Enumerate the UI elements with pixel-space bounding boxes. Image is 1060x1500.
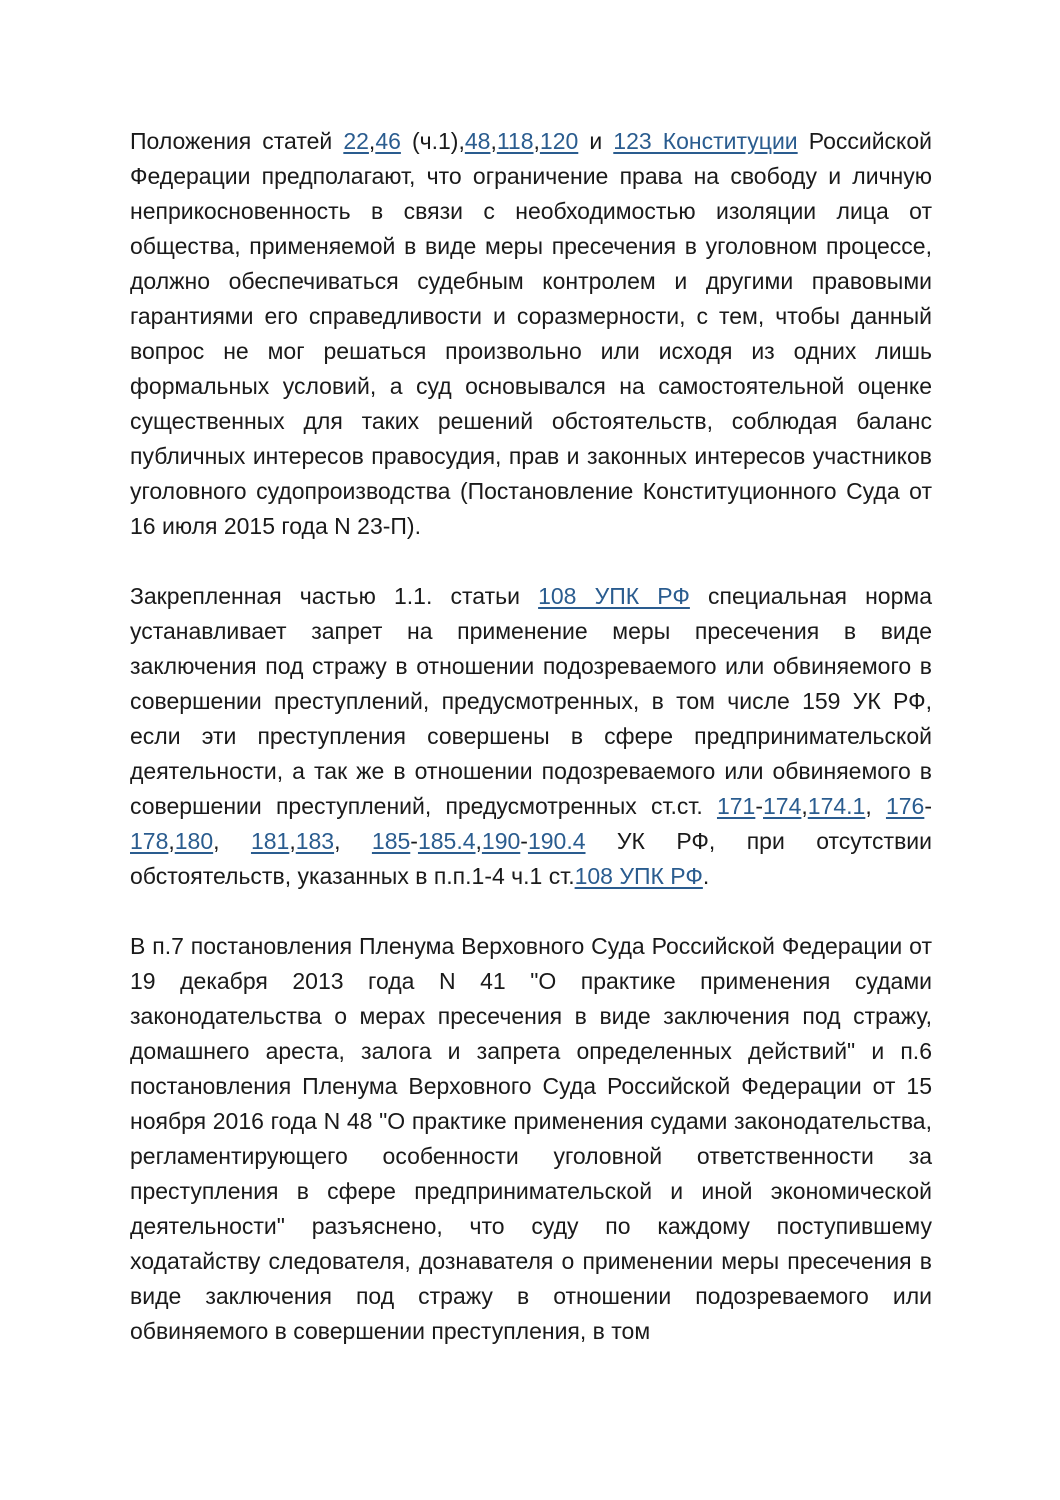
text: , xyxy=(334,828,372,854)
text: , xyxy=(801,793,808,819)
text: - xyxy=(755,793,764,819)
paragraph-upk-108 xyxy=(130,579,932,894)
link-article-22[interactable]: 22 xyxy=(343,128,369,154)
text: - xyxy=(924,793,932,819)
text: , xyxy=(865,793,886,819)
text: специальная норма устанавливает запрет на применение меры пресечения в виде заключения под стражу в отношении подозреваемого или обвиняемого в совершении преступлений, предусмотренных, в том числе 159 УК РФ, если эти преступления совершены в сфере предпринимательской деятельности, а так же в отношении подозреваемого или обвиняемого в совершении преступлений, предусмотренных ст.ст. xyxy=(130,583,932,819)
text: Закрепленная частью 1.1. статьи xyxy=(130,583,539,609)
text: , xyxy=(475,828,482,854)
paragraph-constitution xyxy=(130,124,932,544)
text: (ч.1), xyxy=(400,128,465,154)
text: , xyxy=(368,128,376,154)
text: , xyxy=(490,128,497,154)
link-article-46[interactable]: 46 xyxy=(375,128,401,154)
link-article-171[interactable]: 171 xyxy=(716,793,756,819)
link-article-185-4[interactable]: 185.4 xyxy=(417,828,476,854)
text: , xyxy=(289,828,296,854)
text: . xyxy=(702,863,710,889)
link-article-118[interactable]: 118 xyxy=(496,128,534,154)
text: и xyxy=(578,128,614,154)
link-article-190[interactable]: 190 xyxy=(481,828,521,854)
link-108-upk[interactable]: 108 УПК РФ xyxy=(538,583,690,609)
link-article-120[interactable]: 120 xyxy=(539,128,579,154)
text: Положения статей xyxy=(130,128,344,154)
link-article-185[interactable]: 185 xyxy=(371,828,411,854)
text: , xyxy=(533,128,540,154)
paragraph-plenum xyxy=(130,929,932,1349)
link-article-183[interactable]: 183 xyxy=(295,828,335,854)
link-article-174[interactable]: 174 xyxy=(763,793,802,819)
text: Российской Федерации предполагают, что ограничение права на свободу и личную неприкосновенность в связи с необходимостью изоляции лица от общества, применяемой в виде меры пресечения в уголовном процессе, должно обеспечиваться судебным контролем и другими правовыми гарантиями его справедливости и соразмерности, с тем, чтобы данный вопрос не мог решаться произвольно или исходя из одних лишь формальных условий, а суд основывался на самостоятельной оценке существенных для таких решений обстоятельств, соблюдая баланс публичных интересов правосудия, прав и законных интересов участников уголовного судопроизводства (Постановление Конституционного Суда от 16 июля 2015 года N 23-П). xyxy=(130,128,933,539)
text: УК РФ, при отсутствии обстоятельств, указанных в п.п.1-4 ч.1 ст. xyxy=(130,828,933,889)
link-article-178[interactable]: 178 xyxy=(130,828,169,854)
link-article-180[interactable]: 180 xyxy=(174,828,214,854)
text: - xyxy=(410,828,418,854)
link-108-upk-second[interactable]: 108 УПК РФ xyxy=(574,863,703,889)
link-article-176[interactable]: 176 xyxy=(885,793,925,819)
link-article-48[interactable]: 48 xyxy=(464,128,491,154)
text: - xyxy=(520,828,528,854)
link-article-190-4[interactable]: 190.4 xyxy=(527,828,586,854)
text: , xyxy=(168,828,175,854)
link-article-181[interactable]: 181 xyxy=(250,828,290,854)
link-article-123-constitution[interactable]: 123 Конституции xyxy=(613,128,798,154)
text: , xyxy=(213,828,251,854)
text: В п.7 постановления Пленума Верховного Суда Российской Федерации от 19 декабря 2013 года N 41 "О практике применения судами законодательства о мерах пресечения в виде заключения под стражу, домашнего ареста, залога и запрета определенных действий" и п.6 постановления Пленума Верховного Суда Российской Федерации от 15 ноября 2016 года N 48 "О практике применения судами законодательства, регламентирующего особенности уголовной ответственности за преступления в сфере предпринимательской и иной экономической деятельности" разъяснено, что суду по каждому поступившему ходатайству следователя, дознавателя о применении меры пресечения в виде заключения под стражу в отношении подозреваемого или обвиняемого в совершении преступления, в том xyxy=(130,933,932,1344)
document-page xyxy=(130,124,932,1384)
link-article-174-1[interactable]: 174.1 xyxy=(807,793,866,819)
